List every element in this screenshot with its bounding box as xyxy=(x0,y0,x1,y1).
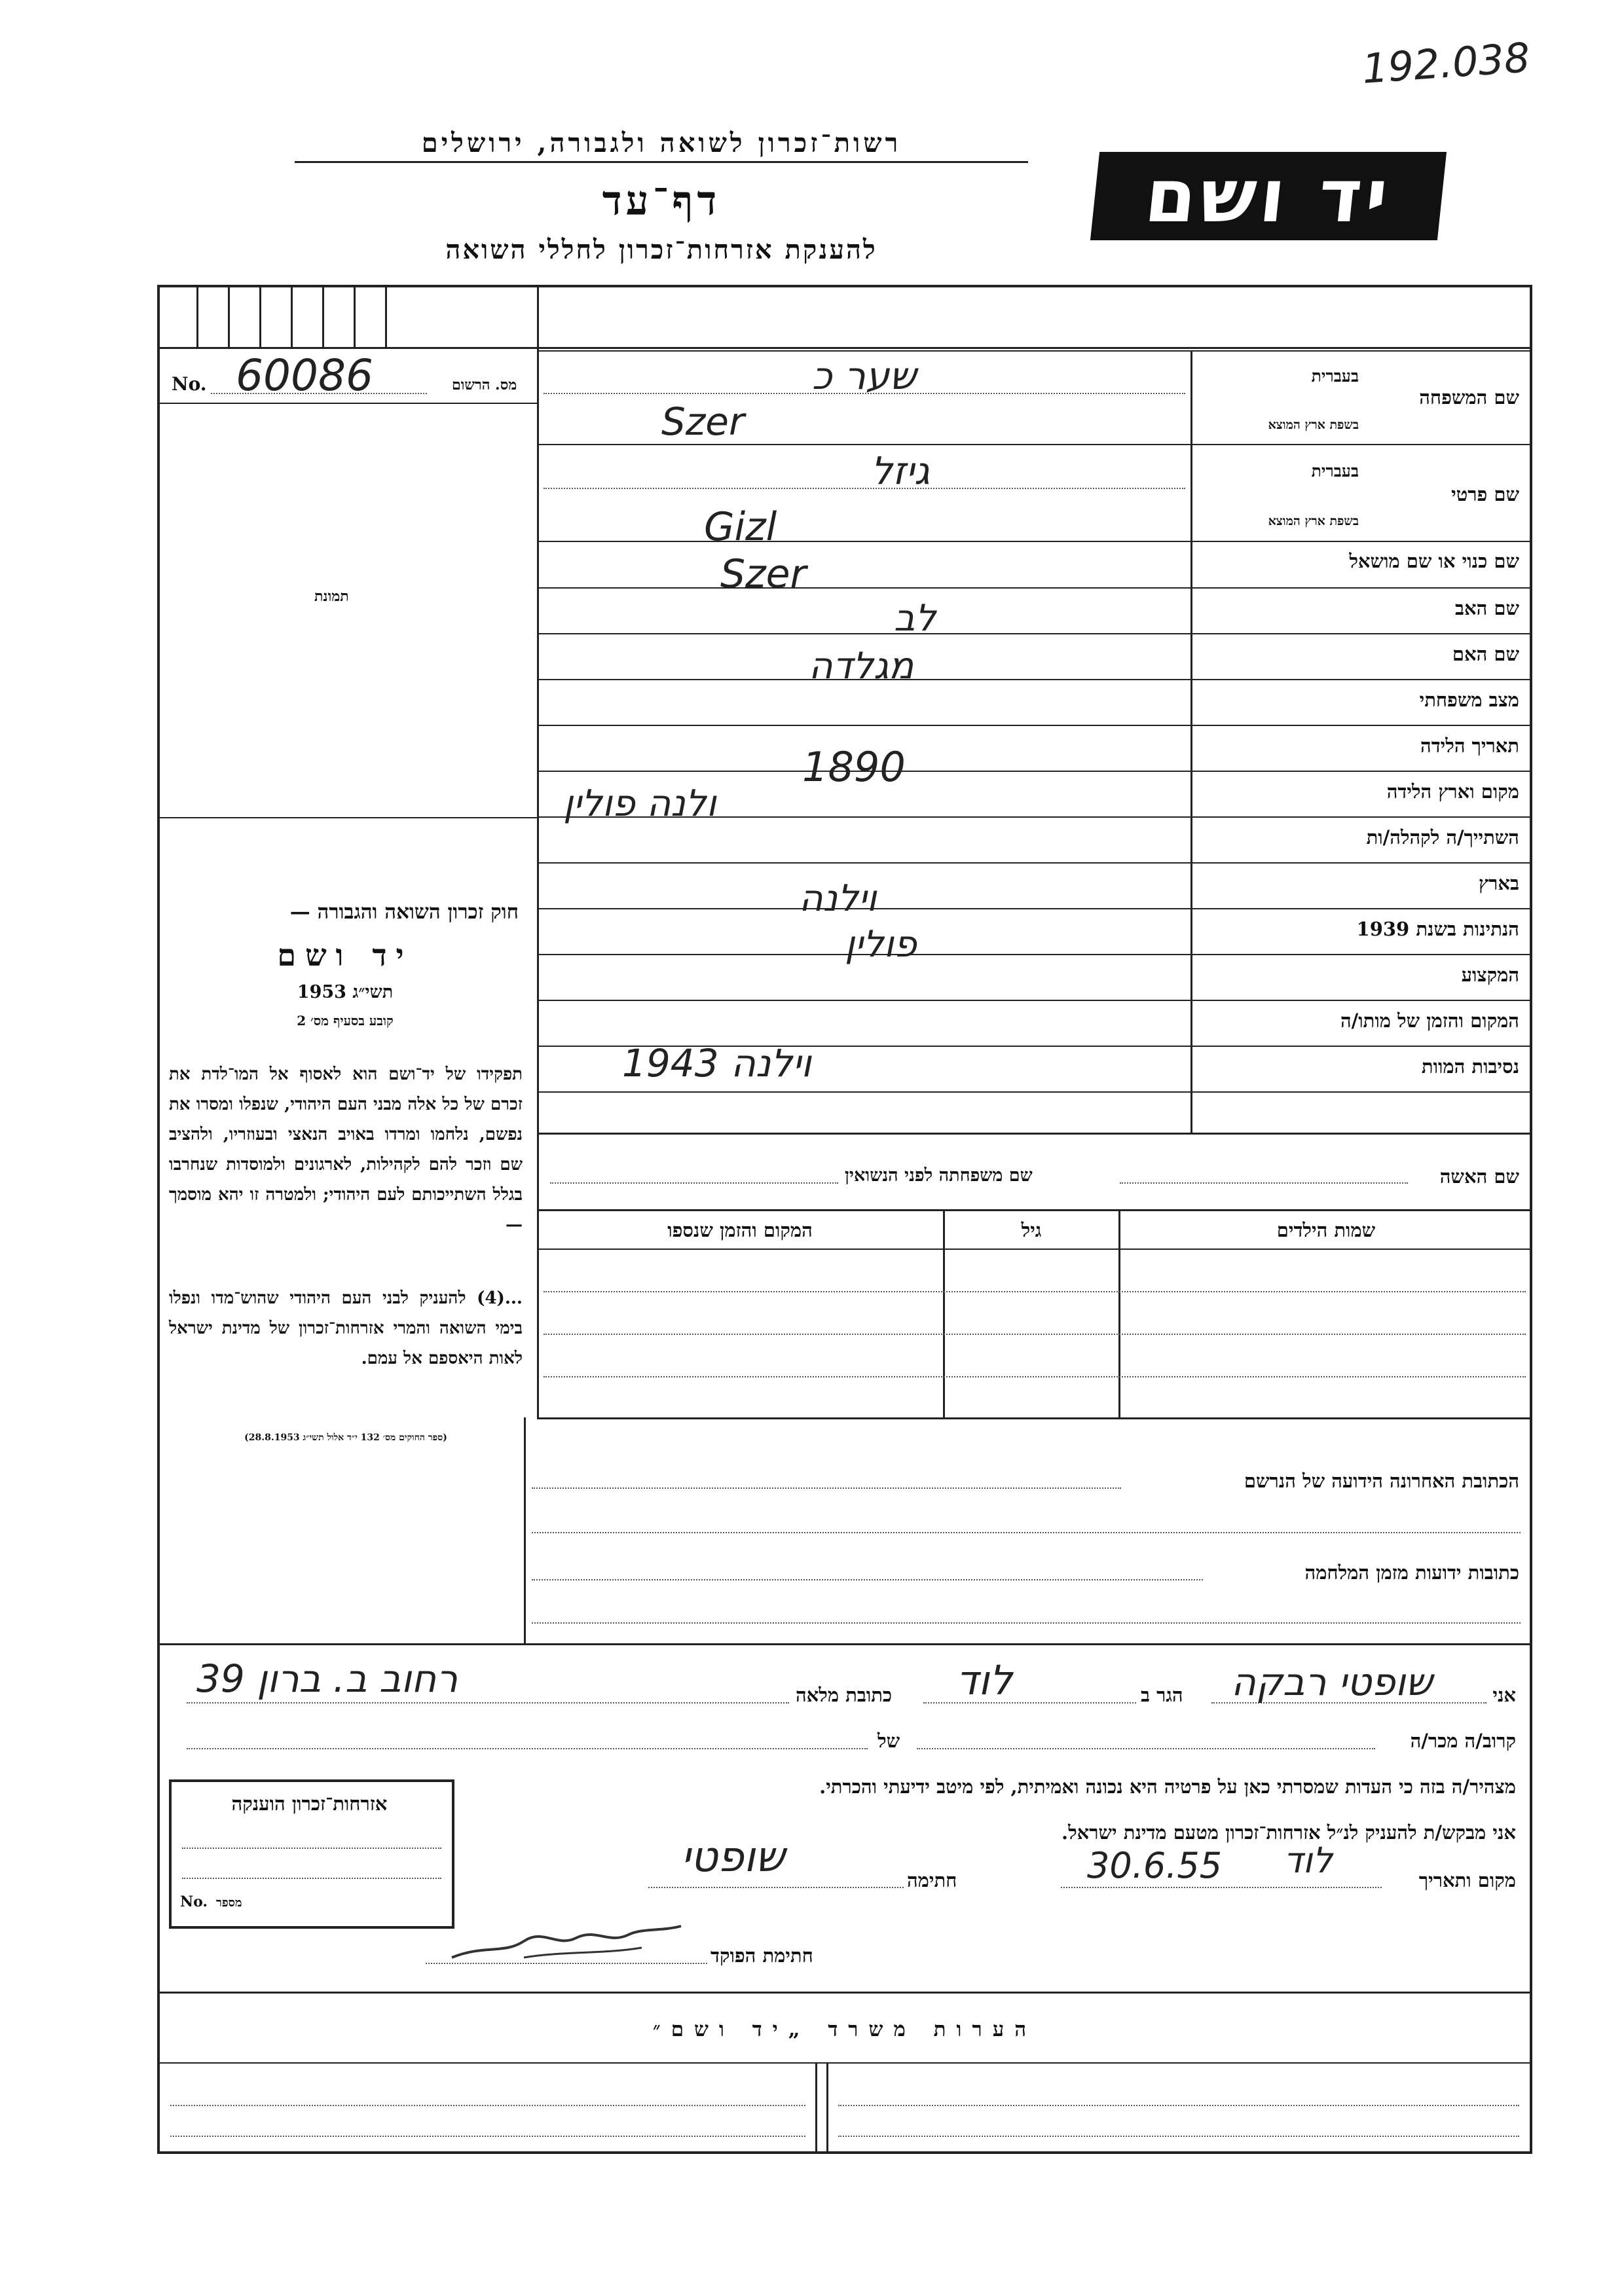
row-line xyxy=(537,771,1532,772)
birth-date-value[interactable]: 1890 xyxy=(802,743,906,791)
citizenship-box-no-label: No. xyxy=(180,1893,208,1910)
row-line xyxy=(537,633,1532,634)
death-circumstances-label: נסיבות המוות xyxy=(1421,1055,1519,1078)
family-name-label: שם המשפחה xyxy=(1419,386,1519,409)
row-line xyxy=(537,444,1532,445)
office-notes-split xyxy=(815,2062,817,2154)
place-value[interactable]: לוד xyxy=(1283,1840,1333,1881)
children-col-divider xyxy=(1118,1209,1120,1417)
registration-label: מס. הרשום xyxy=(452,376,517,393)
form-title: דף־עד xyxy=(602,177,721,225)
birth-date-label: תאריך הלידה xyxy=(1420,735,1519,757)
place-date-line xyxy=(1061,1887,1382,1888)
row-line xyxy=(537,350,1532,352)
spouse-maiden-label: שם משפחתה לפני הנשואין xyxy=(845,1165,1033,1186)
country-value[interactable]: וילנה xyxy=(799,877,877,920)
yad-vashem-logo xyxy=(1090,152,1447,240)
family-name-hebrew-value[interactable]: שער כ xyxy=(812,354,917,398)
archive-number: 192.038 xyxy=(1360,33,1532,93)
relative-of-label: של xyxy=(877,1730,900,1752)
row-line xyxy=(544,488,1185,489)
office-notes-divider xyxy=(157,2062,1532,2064)
office-notes-title: הערות משרד „יד ושם״ xyxy=(652,2018,1037,2041)
father-name-label: שם האב xyxy=(1454,597,1519,619)
citizenship-box-number-label: מספר xyxy=(216,1896,242,1910)
children-row-line xyxy=(537,1248,1532,1250)
citizenship-box-line xyxy=(182,1878,441,1879)
photo-label: תמונת xyxy=(314,588,349,605)
box-divider xyxy=(228,285,230,347)
first-name-hebrew-label: בעברית xyxy=(1311,462,1359,481)
last-address-label: הכתובת האחרונה הידועה של הנרשם xyxy=(1244,1470,1519,1492)
form-subtitle: להענקת אזרחות־זכרון לחללי השואה xyxy=(445,234,877,265)
office-notes-line[interactable] xyxy=(170,2105,805,2106)
box-divider xyxy=(291,285,293,347)
signature-value[interactable]: שופטי xyxy=(681,1833,785,1882)
law-clause: קובע בסעיף מס׳ 2 xyxy=(297,1013,394,1029)
law-paragraph-2: ...(4) להעניק לבני העם היהודי שהוש־מדו ונפלו בימי השואה והמרי אזרחות־זכרון של מדינת ישראל לאות היאספם אל עמם. xyxy=(169,1288,523,1368)
children-col-divider xyxy=(943,1209,945,1417)
office-notes-line[interactable] xyxy=(838,2136,1519,2137)
row-line xyxy=(537,1000,1532,1001)
first-name-label: שם פרטי xyxy=(1451,483,1519,505)
logo-text: יד ושם xyxy=(1141,153,1396,239)
officer-signature xyxy=(445,1918,694,1971)
country-label: בארץ xyxy=(1479,872,1519,894)
declarant-resides-label: הגר ב xyxy=(1141,1684,1183,1706)
declarant-name-value[interactable]: שופטי רבקה xyxy=(1231,1660,1433,1704)
left-column-divider xyxy=(537,285,539,1417)
nickname-value[interactable]: Szer xyxy=(720,551,807,597)
declarant-i-label: אני xyxy=(1492,1684,1516,1706)
spouse-maiden-line[interactable] xyxy=(550,1182,838,1184)
family-name-origin-value[interactable]: Szer xyxy=(661,399,745,444)
box-divider xyxy=(354,285,356,347)
row-line xyxy=(537,862,1532,864)
office-notes-top xyxy=(157,1992,1532,1994)
row-line xyxy=(537,954,1532,955)
box-divider xyxy=(196,285,198,347)
community-label: השתייך/ה לקהלה/ות xyxy=(1366,826,1519,848)
law-year: תשי״ג 1953 xyxy=(297,982,394,1002)
declarant-city-value[interactable]: לוד xyxy=(956,1656,1012,1704)
children-row-line xyxy=(544,1291,1526,1292)
declaration-divider xyxy=(157,1643,1532,1645)
office-notes-line[interactable] xyxy=(838,2105,1519,2106)
citizenship-box-line xyxy=(182,1848,441,1849)
registration-no-label: No. xyxy=(172,373,207,395)
citizenship-1939-label: הנתינות בשנת 1939 xyxy=(1356,918,1519,940)
left-column-divider-lower xyxy=(524,1417,526,1643)
last-address-line[interactable] xyxy=(532,1487,1121,1489)
death-place-time-value[interactable]: וילנה 1943 xyxy=(622,1041,811,1085)
box-divider xyxy=(322,285,324,347)
photo-divider xyxy=(157,817,537,818)
mother-name-label: שם האם xyxy=(1452,643,1519,665)
children-row-line xyxy=(544,1376,1526,1377)
family-name-hebrew-label: בעברית xyxy=(1311,367,1359,386)
family-name-origin-label: בשפת ארץ המוצא xyxy=(1268,418,1359,432)
marital-status-label: מצב משפחתי xyxy=(1419,689,1519,711)
children-table-bottom xyxy=(537,1417,1532,1419)
birth-place-value[interactable]: ולנה פולין xyxy=(563,782,716,825)
spouse-label: שם האשה xyxy=(1439,1165,1519,1188)
death-place-time-label: המקום והזמן של מותו/ה xyxy=(1340,1010,1519,1032)
row-line xyxy=(537,1133,1532,1135)
request-text: אני מבקש/ת להעניק לנ״ל אזרחות־זכרון מטעם מדינת ישראל. xyxy=(1061,1821,1516,1844)
label-column-divider xyxy=(1190,350,1192,1133)
citizenship-1939-value[interactable]: פולין xyxy=(845,923,917,966)
date-value[interactable]: 30.6.55 xyxy=(1087,1845,1223,1886)
place-date-label: מקום ותאריך xyxy=(1418,1869,1516,1891)
office-notes-line[interactable] xyxy=(170,2136,805,2137)
spouse-line[interactable] xyxy=(1120,1182,1408,1184)
declaration-text: מצהיר/ה בזה כי העדות שמסרתי כאן על פרטיה היא נכונה ואמיתית, לפי מיטב ידיעתי והכרתי. xyxy=(819,1776,1516,1798)
relative-of-line[interactable] xyxy=(187,1748,868,1749)
row-line xyxy=(537,587,1532,589)
first-name-origin-value[interactable]: Gizl xyxy=(704,504,777,550)
row-line xyxy=(537,725,1532,726)
children-age-header: גיל xyxy=(1021,1219,1042,1241)
citizenship-box-title: אזרחות־זכרון הוענקה xyxy=(231,1793,388,1815)
registration-number: 60086 xyxy=(236,350,373,401)
wartime-address-line-2[interactable] xyxy=(532,1622,1521,1624)
registration-divider xyxy=(157,403,537,404)
law-citation: (ספר החוקים מס׳ 132 י״ד אלול תשי״ג 28.8.1953) xyxy=(244,1432,447,1443)
wartime-address-line[interactable] xyxy=(532,1579,1203,1580)
children-names-header: שמות הילדים xyxy=(1276,1219,1376,1241)
birth-place-label: מקום וארץ הלידה xyxy=(1386,780,1519,803)
box-divider xyxy=(385,285,387,347)
children-header-top xyxy=(537,1209,1532,1211)
row-line xyxy=(537,541,1532,542)
declarant-full-address-label: כתובת מלאה xyxy=(796,1684,893,1706)
declarant-address-value[interactable]: רחוב ב. ברון 39 xyxy=(196,1656,458,1701)
signature-label: חתימה xyxy=(907,1869,957,1891)
profession-label: המקצוע xyxy=(1461,964,1519,986)
top-row-divider xyxy=(157,347,1532,349)
relative-label: קרוב/ה מכר/ה xyxy=(1410,1730,1516,1752)
signature-line xyxy=(648,1887,904,1888)
box-divider xyxy=(259,285,261,347)
children-place-time-header: המקום והזמן שנספו xyxy=(667,1219,813,1241)
relative-line[interactable] xyxy=(917,1748,1375,1749)
row-line xyxy=(537,679,1532,680)
father-name-value[interactable]: לב xyxy=(894,597,936,640)
first-name-origin-label: בשפת ארץ המוצא xyxy=(1268,514,1359,528)
last-address-line-2[interactable] xyxy=(532,1532,1521,1533)
officer-signature-label: חתימת הפוקד xyxy=(710,1944,813,1967)
mother-name-value[interactable]: מגלדה xyxy=(809,645,914,687)
wartime-addresses-label: כתובות ידועות מזמן המלחמה xyxy=(1304,1561,1519,1584)
nickname-label: שם כנוי או שם מושאל xyxy=(1349,550,1519,572)
authority-heading: רשות־זכרון לשואה ולגבורה, ירושלים xyxy=(295,128,1028,163)
declarant-address-line xyxy=(187,1702,789,1704)
row-line xyxy=(537,908,1532,909)
row-line xyxy=(537,1091,1532,1093)
law-paragraph-1: תפקידו של יד־ושם הוא לאסוף אל המו־לדת את זכרם של כל אלה מבני העם היהודי, שנפלו ומסרו את נפשם, נלחמו ומרדו באויב הנאצי ובעוזריו, ולהציב שם וזכר להם לקהילות, לארגונים ולמוסדות שנחרבו בגלל השתייכותם לעם היהודי; ולמטרה זו יהא מוסמך — xyxy=(169,1065,523,1235)
declarant-city-line xyxy=(923,1702,1136,1704)
law-name: יד ושם xyxy=(277,938,413,973)
law-title: חוק זכרון השואה והגבורה — xyxy=(289,900,519,924)
office-notes-split xyxy=(826,2062,828,2154)
children-row-line xyxy=(544,1334,1526,1335)
first-name-hebrew-value[interactable]: גיזל xyxy=(871,448,930,493)
